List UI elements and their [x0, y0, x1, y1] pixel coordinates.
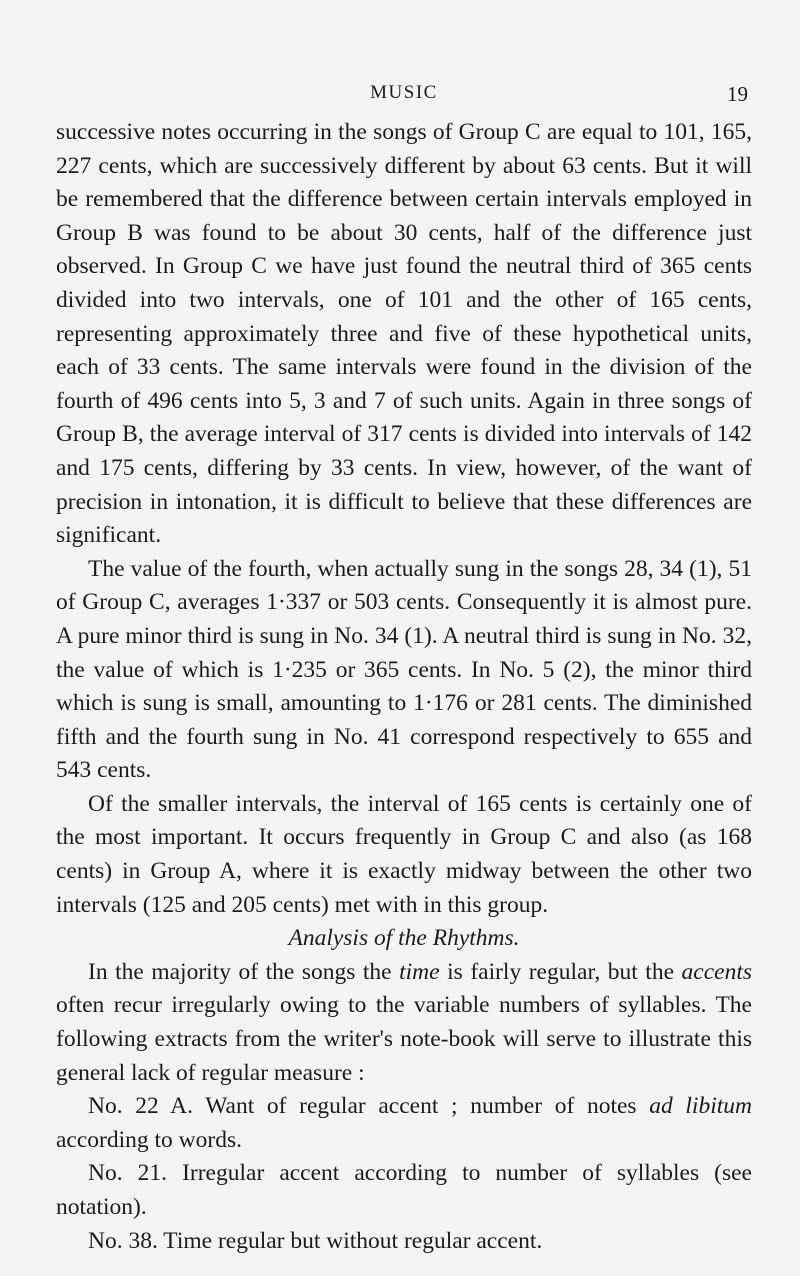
note-italic: ad libitum [649, 1093, 752, 1120]
note-text-after: according to words. [56, 1126, 242, 1153]
intro-italic-time: time [399, 958, 440, 985]
section-heading: Analysis of the Rhythms. [288, 925, 520, 952]
paragraph-3: Of the smaller intervals, the interval of 165 cents is certainly one of the most important. It occurs frequently in Group C and also (as 168 cents) in Group A, where it is exactly midway between the other two intervals (125 and 205 cents) met with in this group. [56, 790, 752, 918]
paragraph-2: The value of the fourth, when actually sung in the songs 28, 34 (1), 51 of Group C, averages 1·337 or 503 cents. Consequently it is almost pure. A pure minor third is sung in No. 34 (1). A neutral third is sung in No. 32, the value of which is 1·235 or 365 cents. In No. 5 (2), the minor third which is sung is small, amounting to 1·176 or 281 cents. The diminished fifth and the fourth sung in No. 41 correspond respectively to 655 and 543 cents. [56, 555, 752, 784]
note-text: No. 22 A. Want of regular accent ; number of notes [88, 1093, 650, 1120]
intro-text-start: In the majority of the songs the [88, 958, 400, 985]
intro-text-end: often recur irregularly owing to the variable numbers of syllables. The following extracts from the writer's note-book will serve to illustrate this general lack of regular measure : [56, 992, 752, 1086]
note-entry-38 [56, 1225, 752, 1259]
book-page [56, 0, 752, 1276]
note-text: No. 38. Time regular but without regular accent. [88, 1227, 543, 1254]
running-head [56, 82, 752, 112]
note-entry-22a [56, 1090, 752, 1157]
page-number: 19 [727, 82, 748, 106]
rhythm-intro-paragraph [56, 956, 752, 1090]
note-entry-21 [56, 1157, 752, 1224]
intro-text-middle: is fairly regular, but the [439, 958, 682, 985]
running-title: MUSIC [370, 82, 438, 103]
note-text: No. 21. Irregular accent according to number of syllables (see notation). [56, 1160, 752, 1220]
body-text [56, 116, 752, 1258]
paragraph-1: successive notes occurring in the songs of Group C are equal to 101, 165, 227 cents, which are successively different by about 63 cents. But it will be remembered that the difference between certain intervals employed in Group B was found to be about 30 cents, half of the difference just observed. In Group C we have just found the neutral third of 365 cents divided into two intervals, one of 101 and the other of 165 cents, representing approximately three and five of these hypothetical units, each of 33 cents. The same intervals were found in the division of the fourth of 496 cents into 5, 3 and 7 of such units. Again in three songs of Group B, the average interval of 317 cents is divided into intervals of 142 and 175 cents, differing by 33 cents. In view, however, of the want of precision in intonation, it is difficult to believe that these differences are significant. [56, 119, 752, 549]
intro-italic-accents: accents [681, 958, 752, 985]
